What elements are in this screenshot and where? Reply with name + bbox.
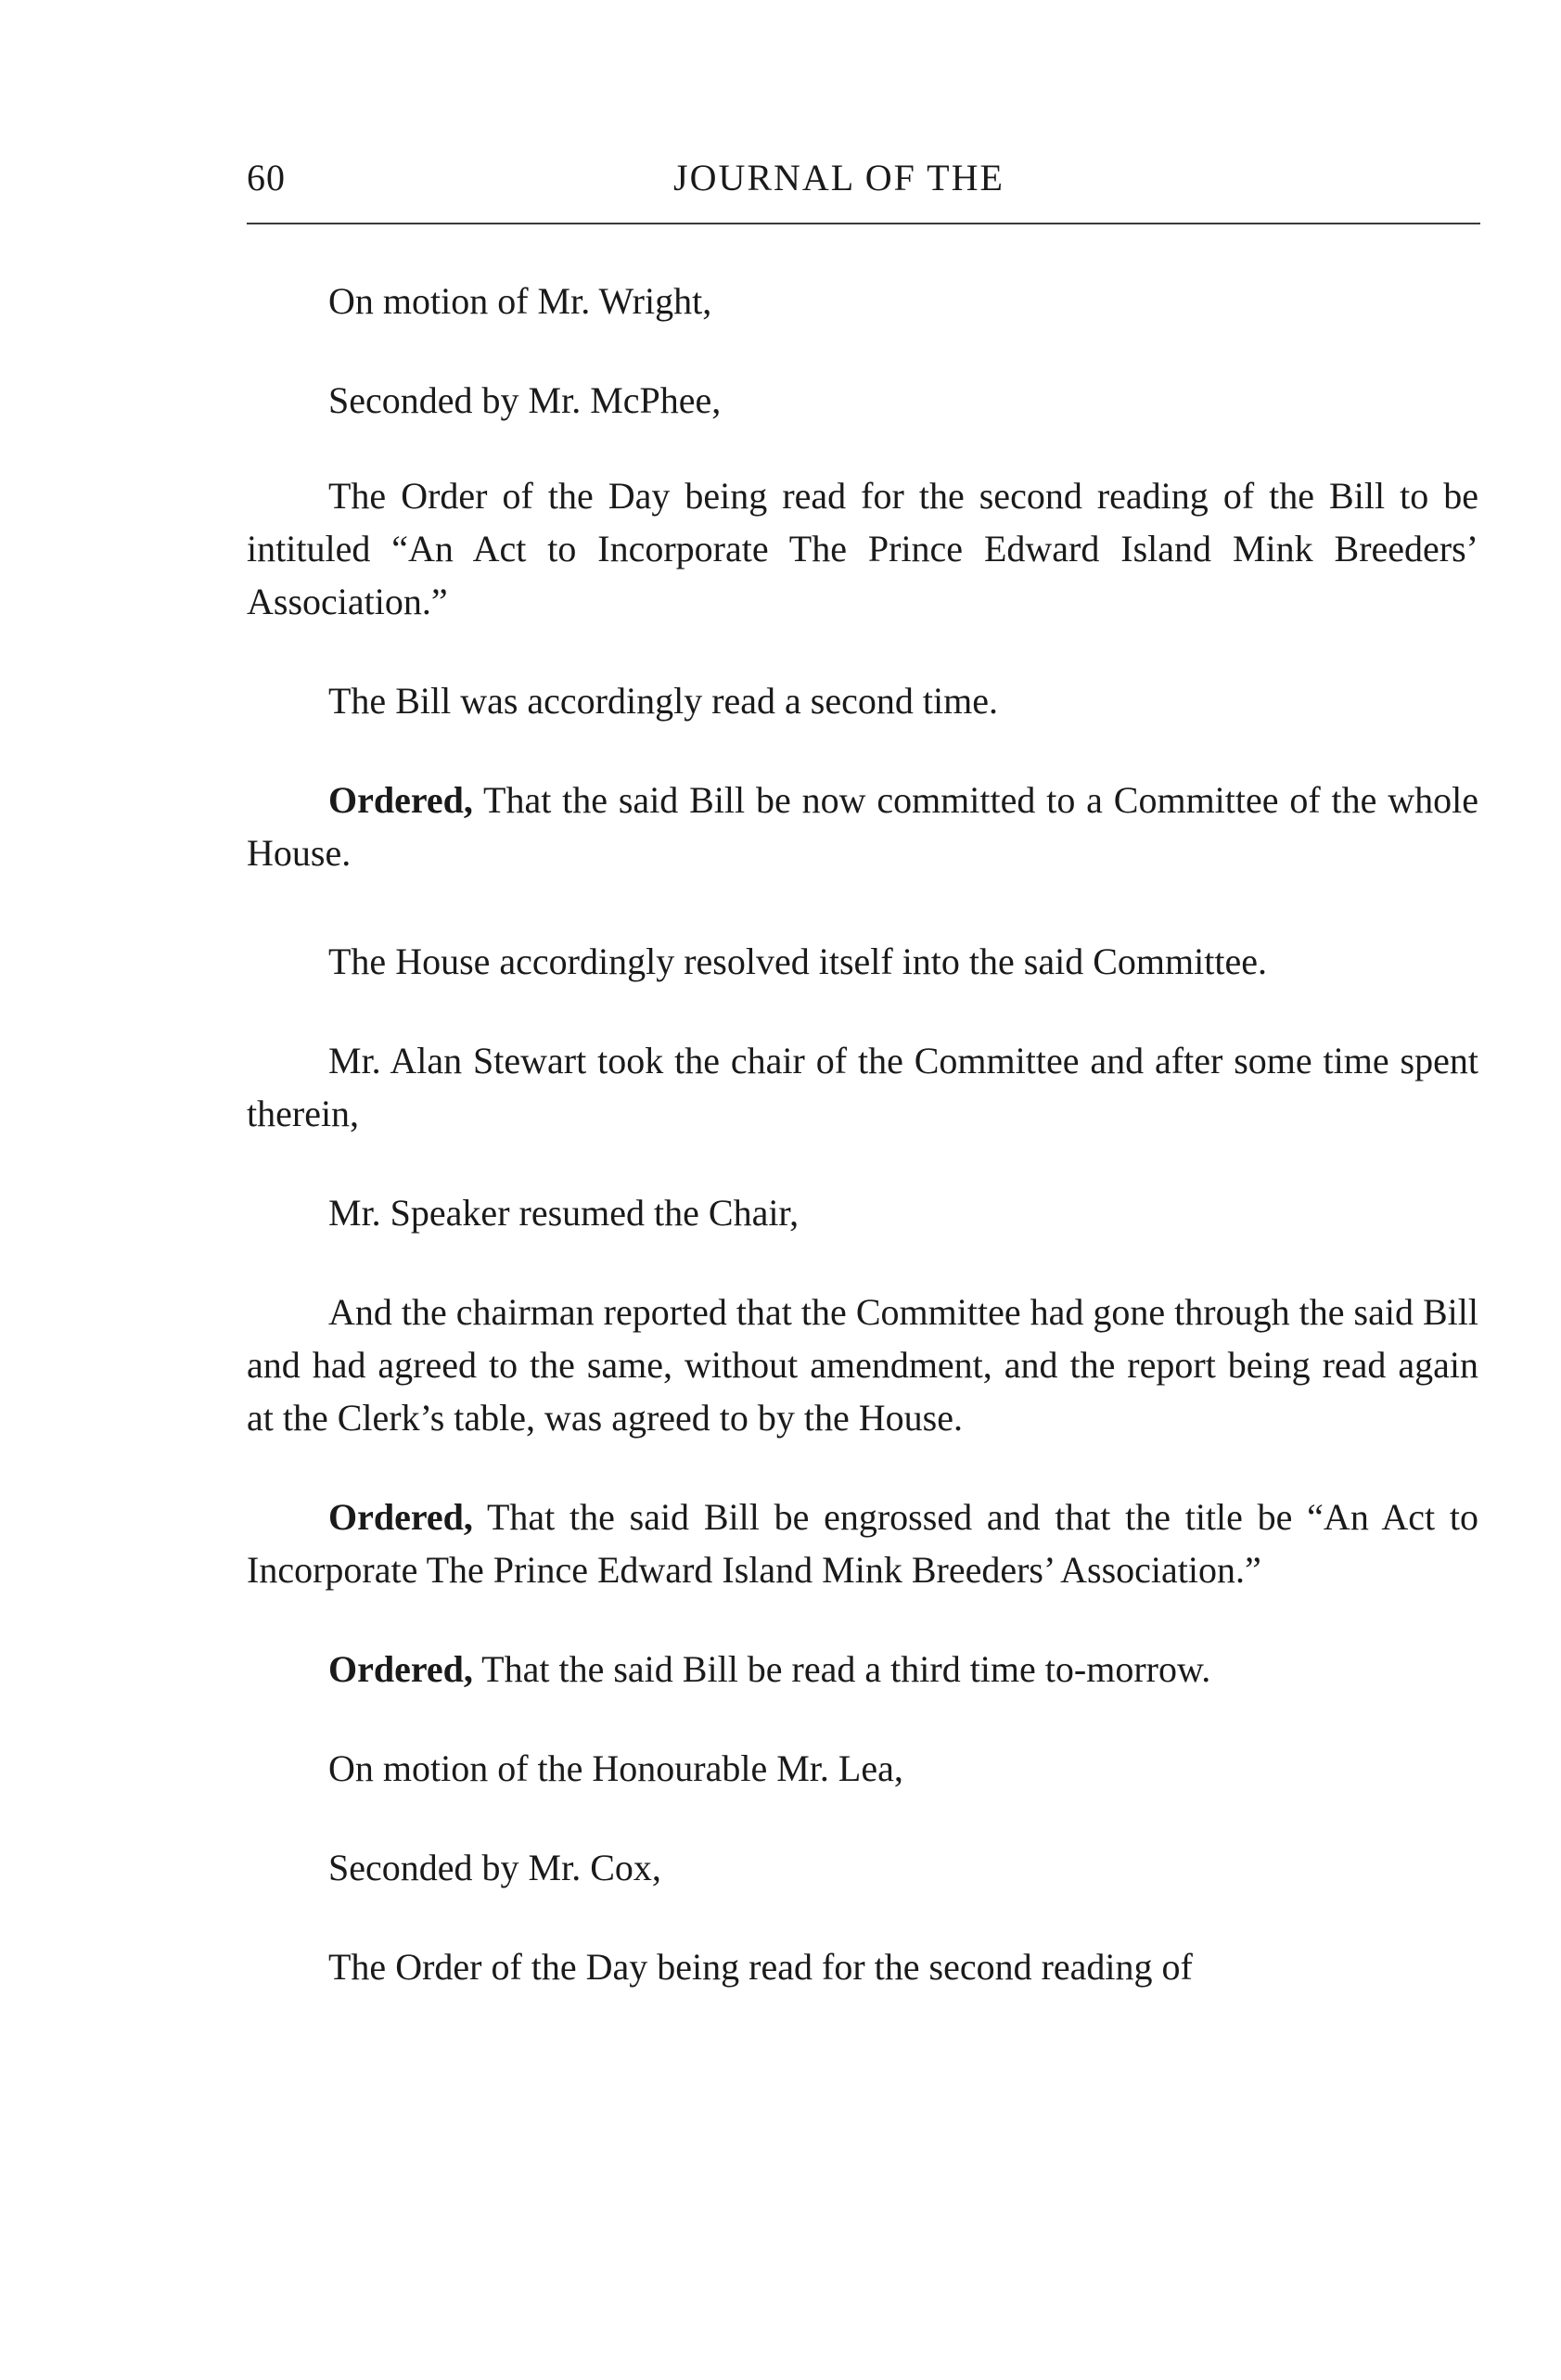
paragraph-text: The House accordingly resolved itself into the said Committee. bbox=[328, 940, 1267, 982]
paragraph-text: And the chairman reported that the Committee had gone through the said Bill and had agreed to the same, without amendment, and the report being read again at the Clerk’s table, was agreed to by the House. bbox=[247, 1291, 1478, 1439]
paragraph-second-reading bbox=[247, 674, 1478, 727]
paragraph-motion-lea bbox=[247, 1742, 1478, 1795]
paragraph-chair-taken bbox=[247, 1034, 1478, 1140]
running-head: JOURNAL OF THE bbox=[673, 157, 1004, 198]
paragraph-order-of-day bbox=[247, 469, 1478, 628]
ordered-lead: Ordered, bbox=[328, 1648, 473, 1690]
paragraph-text: That the said Bill be engrossed and that the title be “An Act to Incorporate The Prince Edward Island Mink Breeders’ Association.” bbox=[247, 1496, 1478, 1591]
paragraph-text: On motion of Mr. Wright, bbox=[328, 280, 712, 322]
paragraph-speaker-resumed bbox=[247, 1186, 1478, 1239]
paragraph-seconded-cox bbox=[247, 1841, 1478, 1894]
paragraph-ordered-committee bbox=[247, 774, 1478, 879]
paragraph-text: The Order of the Day being read for the second reading of the Bill to be intituled “An Act to Incorporate The Prince Edward Island Mink Breeders’ Association.” bbox=[247, 475, 1478, 622]
paragraph-text: Seconded by Mr. McPhee, bbox=[328, 379, 722, 421]
paragraph-text: Seconded by Mr. Cox, bbox=[328, 1847, 661, 1888]
ordered-lead: Ordered, bbox=[328, 1496, 473, 1538]
paragraph-chairman-report bbox=[247, 1286, 1478, 1444]
paragraph-house-resolved bbox=[247, 935, 1478, 988]
paragraph-ordered-engrossed bbox=[247, 1491, 1478, 1596]
header-rule bbox=[247, 223, 1480, 224]
paragraph-text: The Bill was accordingly read a second time. bbox=[328, 680, 998, 722]
ordered-lead: Ordered, bbox=[328, 779, 473, 821]
paragraph-text: Mr. Alan Stewart took the chair of the Committee and after some time spent therein, bbox=[247, 1040, 1478, 1134]
paragraph-text: On motion of the Honourable Mr. Lea, bbox=[328, 1747, 903, 1789]
page-number: 60 bbox=[247, 157, 286, 198]
page-header bbox=[247, 156, 1480, 211]
paragraph-text: Mr. Speaker resumed the Chair, bbox=[328, 1192, 800, 1234]
paragraph-order-of-day-continued bbox=[247, 1940, 1478, 1993]
paragraph-motion bbox=[247, 275, 1478, 327]
paragraph-ordered-third-reading bbox=[247, 1643, 1478, 1695]
journal-body bbox=[247, 275, 1478, 1993]
paragraph-text: That the said Bill be now committed to a Committee of the whole House. bbox=[247, 779, 1478, 874]
paragraph-text: The Order of the Day being read for the second reading of bbox=[328, 1946, 1193, 1988]
paragraph-text: That the said Bill be read a third time to-morrow. bbox=[472, 1648, 1211, 1690]
paragraph-seconded bbox=[247, 374, 1478, 427]
